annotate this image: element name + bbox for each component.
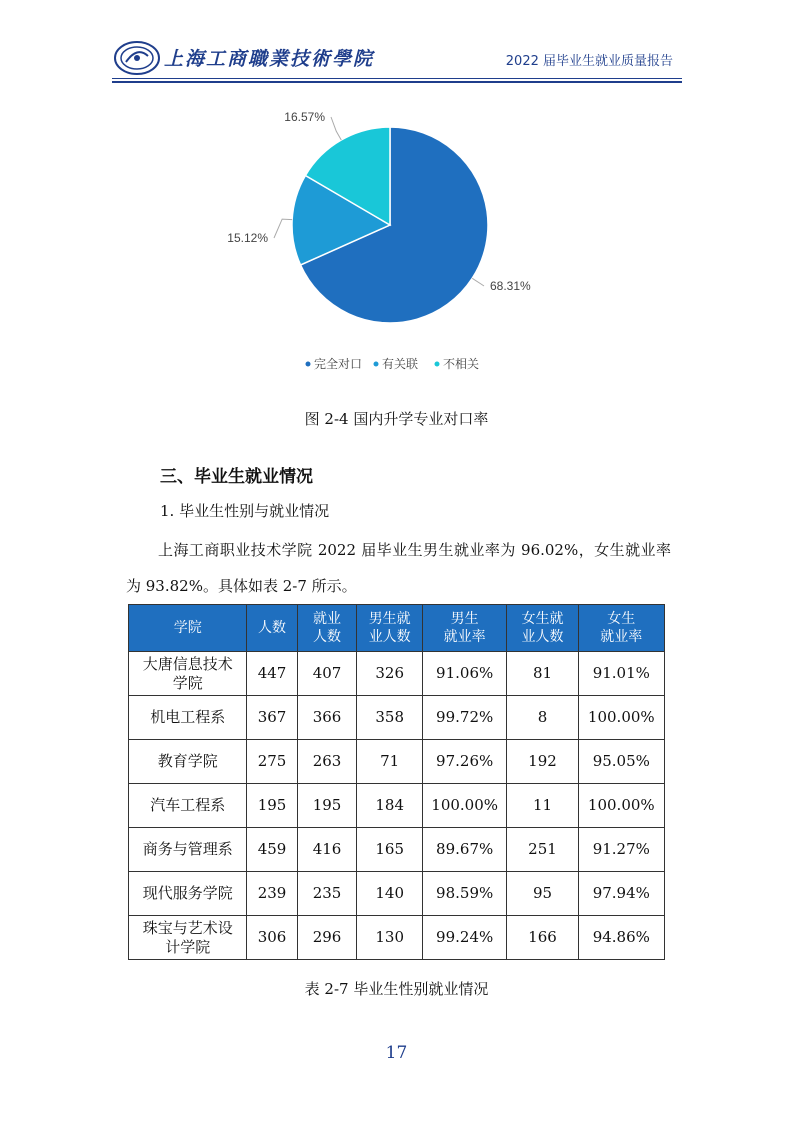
pie-leader-line <box>472 278 484 286</box>
table-cell: 现代服务学院 <box>129 872 247 916</box>
pie-data-label: 15.12% <box>227 231 268 245</box>
employment-table <box>128 604 665 960</box>
figure-caption: 图 2-4 国内升学专业对口率 <box>304 410 489 428</box>
legend-label: 有关联 <box>382 357 419 371</box>
table-cell: 99.24% <box>422 916 506 960</box>
table-header-cell: 女生 就业率 <box>578 605 664 652</box>
table-cell: 大唐信息技术 学院 <box>129 652 247 696</box>
table-cell: 商务与管理系 <box>129 828 247 872</box>
table-cell: 汽车工程系 <box>129 784 247 828</box>
table-cell: 296 <box>297 916 357 960</box>
table-cell: 71 <box>357 740 423 784</box>
table-cell: 306 <box>247 916 297 960</box>
table-cell: 95.05% <box>578 740 664 784</box>
table-cell: 91.27% <box>578 828 664 872</box>
school-name: 上海工商職業技術學院 <box>164 48 375 70</box>
table-cell: 8 <box>507 696 578 740</box>
table-cell: 100.00% <box>422 784 506 828</box>
table-header-cell: 学院 <box>129 605 247 652</box>
table-cell: 94.86% <box>578 916 664 960</box>
table-header-cell: 人数 <box>247 605 297 652</box>
table-body <box>129 652 665 960</box>
table-cell: 89.67% <box>422 828 506 872</box>
pie-data-label: 16.57% <box>284 110 325 124</box>
legend-marker <box>306 362 311 367</box>
table-cell: 99.72% <box>422 696 506 740</box>
table-header-cell: 男生 就业率 <box>422 605 506 652</box>
table-cell: 192 <box>507 740 578 784</box>
table-row <box>129 872 665 916</box>
table-cell: 91.06% <box>422 652 506 696</box>
table-cell: 459 <box>247 828 297 872</box>
page-header <box>0 0 793 80</box>
body-paragraph: 上海工商职业技术学院 2022 届毕业生男生就业率为 96.02%，女生就业率为 93.82%。具体如表 2-7 所示。 <box>126 541 671 595</box>
table-row <box>129 696 665 740</box>
table-cell: 184 <box>357 784 423 828</box>
legend-item <box>435 356 480 371</box>
table-cell: 11 <box>507 784 578 828</box>
table-row <box>129 784 665 828</box>
table-cell: 358 <box>357 696 423 740</box>
table-caption: 表 2-7 毕业生性别就业情况 <box>304 980 489 998</box>
table-cell: 367 <box>247 696 297 740</box>
table-cell: 教育学院 <box>129 740 247 784</box>
table-cell: 416 <box>297 828 357 872</box>
table-cell: 100.00% <box>578 696 664 740</box>
pie-leader-line <box>331 117 341 140</box>
table-cell: 251 <box>507 828 578 872</box>
table-cell: 326 <box>357 652 423 696</box>
table-cell: 366 <box>297 696 357 740</box>
table-cell: 166 <box>507 916 578 960</box>
legend-marker <box>374 362 379 367</box>
legend-label: 不相关 <box>443 357 480 371</box>
table-cell: 97.94% <box>578 872 664 916</box>
table-cell: 165 <box>357 828 423 872</box>
table-cell: 235 <box>297 872 357 916</box>
table-cell: 98.59% <box>422 872 506 916</box>
table-cell: 100.00% <box>578 784 664 828</box>
legend-item <box>306 356 363 371</box>
table-header-row <box>129 605 665 652</box>
table-row <box>129 652 665 696</box>
table-cell: 195 <box>297 784 357 828</box>
table-row <box>129 916 665 960</box>
school-logo-icon <box>112 38 162 78</box>
subsection-heading: 1. 毕业生性别与就业情况 <box>160 502 330 520</box>
table-cell: 275 <box>247 740 297 784</box>
table-cell: 239 <box>247 872 297 916</box>
pie-leader-line <box>274 219 292 238</box>
legend-marker <box>435 362 440 367</box>
table-cell: 81 <box>507 652 578 696</box>
table-cell: 407 <box>297 652 357 696</box>
table-cell: 130 <box>357 916 423 960</box>
table-cell: 91.01% <box>578 652 664 696</box>
table-cell: 140 <box>357 872 423 916</box>
table-cell: 195 <box>247 784 297 828</box>
page-number: 17 <box>385 1043 408 1063</box>
pie-data-label: 68.31% <box>490 279 531 293</box>
header-divider-thick <box>112 81 682 83</box>
legend-item <box>374 357 419 371</box>
table-cell: 95 <box>507 872 578 916</box>
table-cell: 447 <box>247 652 297 696</box>
pie-chart <box>190 100 590 390</box>
table-cell: 263 <box>297 740 357 784</box>
section-heading: 三、毕业生就业情况 <box>160 467 313 487</box>
header-divider <box>112 78 682 79</box>
table-cell: 97.26% <box>422 740 506 784</box>
report-title: 2022 届毕业生就业质量报告 <box>505 54 673 69</box>
table-header-cell: 男生就 业人数 <box>357 605 423 652</box>
table-cell: 机电工程系 <box>129 696 247 740</box>
table-header-cell: 女生就 业人数 <box>507 605 578 652</box>
table-row <box>129 828 665 872</box>
table-cell: 珠宝与艺术设 计学院 <box>129 916 247 960</box>
legend-label: 完全对口 <box>314 357 363 371</box>
table-row <box>129 740 665 784</box>
table-header-cell: 就业 人数 <box>297 605 357 652</box>
